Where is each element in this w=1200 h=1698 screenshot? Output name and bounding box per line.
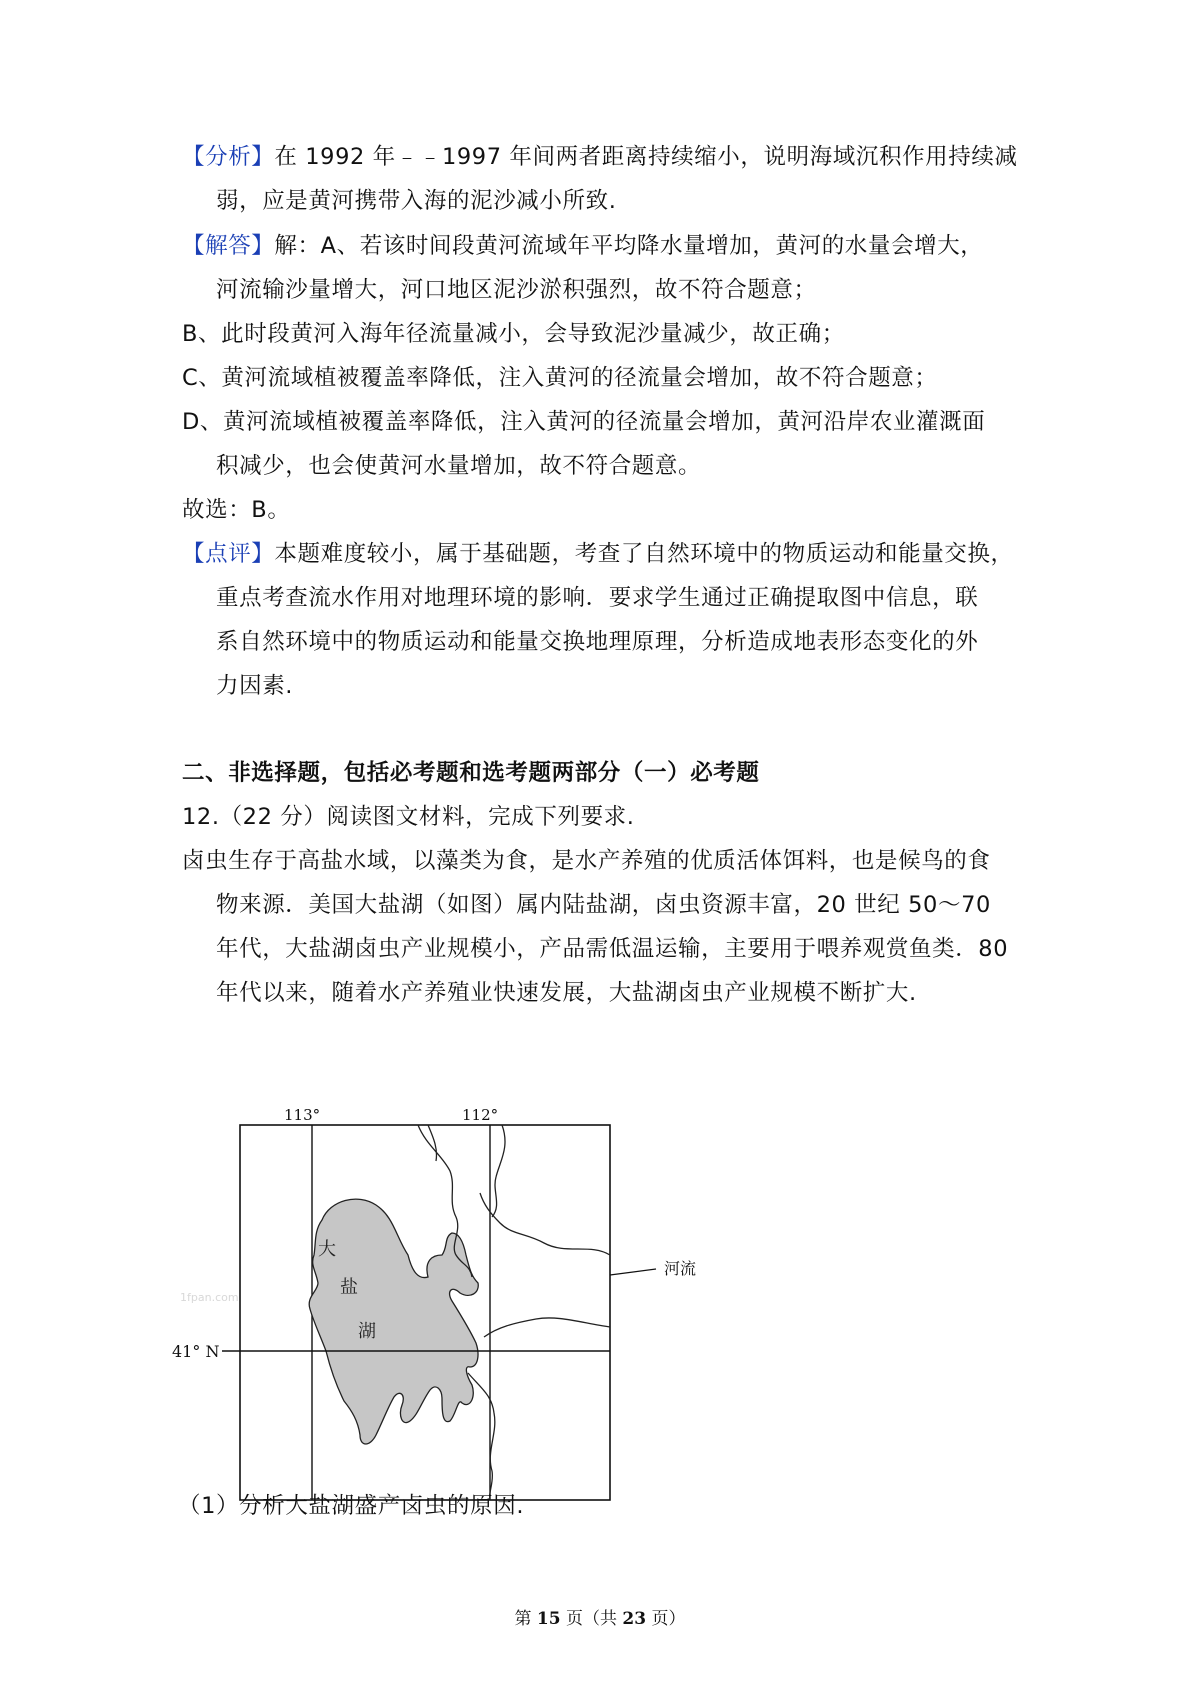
analysis-line-1 [182,142,1018,172]
river-4 [492,1125,505,1217]
analysis-line-2: 弱，应是黄河携带入海的泥沙减小所致. [216,188,617,214]
longitude-label-112: 112° [462,1106,499,1124]
page-footer [0,1604,1200,1629]
great-salt-lake-shape [309,1199,478,1444]
river-3 [480,1193,610,1255]
river-label: 河流 [664,1259,697,1278]
comment-line-3: 系自然环境中的物质运动和能量交换地理原理，分析造成地表形态变化的外 [216,629,979,655]
answer-option-d-2: 积减少，也会使黄河水量增加，故不符合题意。 [216,453,702,479]
answer-option-d-1: D、黄河流域植被覆盖率降低，注入黄河的径流量会增加，黄河沿岸农业灌溉面 [182,409,986,435]
footer-middle: 页（共 [566,1609,617,1629]
comment-line-2: 重点考查流水作用对地理环境的影响．要求学生通过正确提取图中信息，联 [216,585,979,611]
comment-line-1 [182,539,1014,569]
answer-line-1 [182,231,983,261]
question-12-para-2: 物来源．美国大盐湖（如图）属内陆盐湖，卤虫资源丰富，20 世纪 50～70 [216,892,991,918]
lake-label-char-3: 湖 [358,1321,376,1342]
river-5 [484,1318,610,1337]
answer-tag: 【解答】 [182,233,275,259]
latitude-label-41n: 41° N [172,1342,220,1361]
comment-line-4: 力因素. [216,673,294,699]
lake-label-char-2: 盐 [340,1277,358,1298]
footer-suffix: 页） [651,1609,686,1629]
footer-total-pages: 23 [622,1609,647,1629]
comment-tag: 【点评】 [182,541,275,567]
answer-choice: 故选：B。 [182,497,291,523]
analysis-tag: 【分析】 [182,144,275,170]
answer-line-2: 河流输沙量增大，河口地区泥沙淤积强烈，故不符合题意； [216,277,817,303]
longitude-label-113: 113° [284,1106,321,1124]
lake-label-char-1: 大 [318,1239,336,1260]
question-12-para-3: 年代，大盐湖卤虫产业规模小，产品需低温运输，主要用于喂养观赏鱼类．80 [216,936,1009,962]
analysis-text-1: 在 1992 年﹣﹣1997 年间两者距离持续缩小，说明海域沉积作用持续减 [274,144,1018,170]
question-12-para-4: 年代以来，随着水产养殖业快速发展，大盐湖卤虫产业规模不断扩大. [216,980,917,1006]
watermark: 1fpan.com [180,1291,239,1304]
river-pointer [610,1269,656,1275]
section-heading: 二、非选择题，包括必考题和选考题两部分（一）必考题 [182,760,760,786]
question-12-intro: 12.（22 分）阅读图文材料，完成下列要求. [182,804,635,830]
answer-text-1: 解：A、若该时间段黄河流域年平均降水量增加，黄河的水量会增大， [274,233,984,259]
great-salt-lake-map [172,1105,700,1510]
footer-page-number: 15 [536,1609,561,1629]
answer-option-b: B、此时段黄河入海年径流量减小，会导致泥沙量减少，故正确； [182,321,845,347]
sub-question-1: （1）分析大盐湖盛产卤虫的原因. [178,1493,525,1519]
footer-prefix: 第 [514,1609,532,1629]
answer-option-c: C、黄河流域植被覆盖率降低，注入黄河的径流量会增加，故不符合题意； [182,365,938,391]
comment-text-1: 本题难度较小，属于基础题，考查了自然环境中的物质运动和能量交换， [274,541,1014,567]
question-12-para-1: 卤虫生存于高盐水域，以藻类为食，是水产养殖的优质活体饵料，也是候鸟的食 [182,848,991,874]
